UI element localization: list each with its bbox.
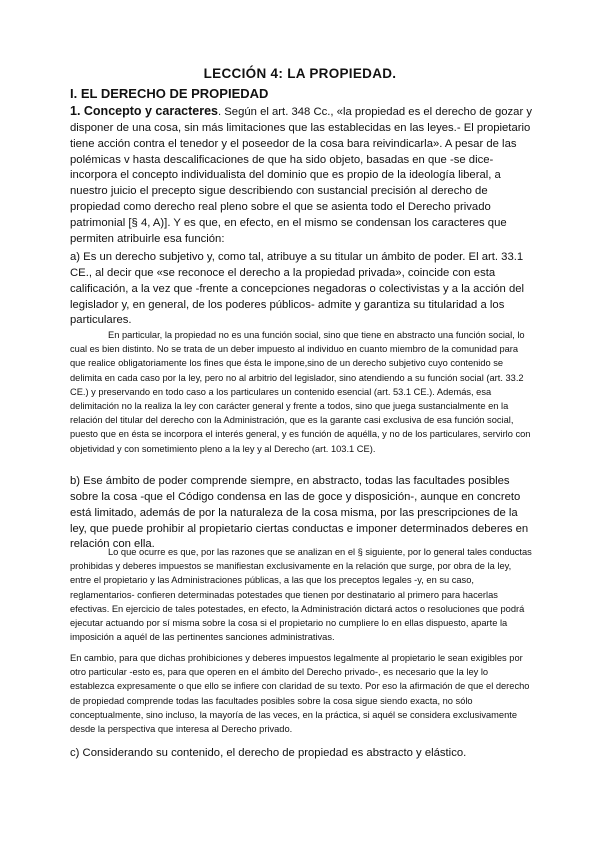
intro-text: . Según el art. 348 Cc., «la propiedad es el derecho de gozar y disponer de una cosa, sin más limitaciones que las establecidas en las leyes.- El propietario tiene acción contra el tenedor y el poseedor de la cosa bara reivindicarla». A pesar de las polémicas v hasta descalificaciones de que ha sido objeto, basadas en que -se dice- incorpora el concepto individualista del dominio que es propio de la ideología liberal, a nuestro juicio el precepto sigue describiendo con sustancial precisión al derecho de propiedad como derecho real pleno sobre el que se asienta todo el Derecho privado patrimonial [§ 4, A)]. Y es que, en efecto, en el mismo se condensan los caracteres que permiten atribuirle esa función: [70, 106, 533, 245]
point-a-paragraph: a) Es un derecho subjetivo y, como tal, atribuye a su titular un ámbito de poder. El art. 33.1 CE., al decir que «se reconoce el derecho a la propiedad privada», coincide con esta calificación, a la vez que -frente a concepciones negadoras o colectivistas y a la acción del legislador y, en general, de los poderes públicos- admite y garantiza su titularidad a los particulares. [70, 251, 525, 327]
point-c-paragraph: c) Considerando su contenido, el derecho de propiedad es abstracto y elástico. [70, 747, 467, 759]
lesson-title: LECCIÓN 4: LA PROPIEDAD. [203, 66, 397, 81]
intro-paragraph [70, 104, 532, 248]
note-a-paragraph: En particular, la propiedad no es una función social, sino que tiene en abstracto una función social, lo cual es bien distinto. No se trata de un deber impuesto al individuo en cuanto miembro de la comunidad para que realice obligatoriamente los fines que ésta le impone,sino de un derecho subjetivo cuyo contenido se delimita en cada caso por la ley, pero no al arbitrio del legislador, sino atendiendo a su función social (art. 33.2 CE.) y preservando en todo caso a los particulares un contenido esencial (art. 53.1 CE.). Además, esa delimitación no la realiza la ley con carácter general y frente a todos, sino que juega sustancialmente en la relación del titular del derecho con la Administración, que es la garante casi exclusiva de esa función social, puesto que en ésta se incorpora el interés general, y es función de aquélla, y no de los particulares, servirlo con objetividad y con sometimiento pleno a la ley y al Derecho (art. 103.1 CE). [70, 330, 531, 454]
note-b2-paragraph: En cambio, para que dichas prohibiciones y deberes impuestos legalmente al propietario le sean exigibles por otro particular -esto es, para que operen en el ámbito del Derecho privado-, es necesario que la ley lo establezca expresamente o que ello se infiere con claridad de su texto. Por eso la afirmación de que el derecho de propiedad comprende todas las facultades posibles sobre la cosa sigue siendo exacta, no sólo conceptualmente, sino incluso, la mayoría de las veces, en la práctica, si aquél se considera exclusivamente desde la perspectiva que interesa al Derecho privado. [70, 653, 530, 735]
point-b-paragraph: b) Ese ámbito de poder comprende siempre, en abstracto, todas las facultades posibles sobre la cosa -que el Código condensa en las de goce y disposición-, aunque en concreto está limitado, además de por la naturaleza de la cosa misma, por las prescripciones de la ley, que puede prohibir al propietario ciertas conductas e imponer determinados deberes en relación con ella. [70, 475, 529, 551]
note-b1-paragraph: Lo que ocurre es que, por las razones que se analizan en el § siguiente, por lo general tales conductas prohibidas y deberes impuestos se manifiestan exclusivamente en la relación que surge, por obra de la ley, entre el propietario y las Administraciones públicas, a las que los preceptos legales -y, en su caso, reglamentarios- confieren determinadas potestades que tienen por destinatario al primero para hacerlas efectivas. En ejercicio de tales potestades, en efecto, la Administración dictará actos o resoluciones que podrá ejecutar actuando por sí misma sobre la cosa si el propietario no cumpliere lo en ellas dispuesto, aparte la imposición a aquél de las pertinentes sanciones administrativas. [70, 547, 532, 643]
subsection-heading: 1. Concepto y caracteres [70, 104, 218, 118]
section-heading: I. EL DERECHO DE PROPIEDAD [70, 86, 269, 101]
